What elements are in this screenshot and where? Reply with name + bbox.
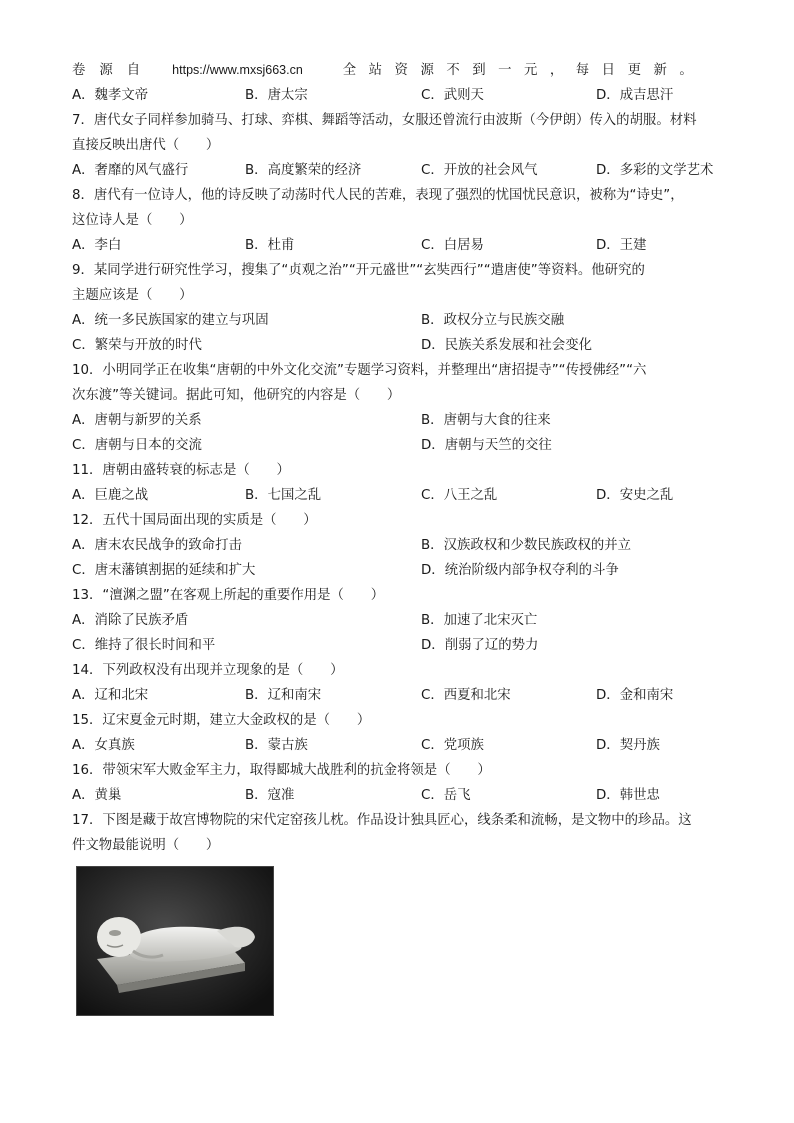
question-stem: 9．某同学进行研究性学习，搜集了“贞观之治”“开元盛世”“玄奘西行”“遣唐使”等资料。他研究的 (72, 263, 645, 278)
option-d: D．安史之乱 (596, 488, 674, 503)
option-a: A．辽和北宋 (72, 688, 149, 703)
q13-options-row1 (72, 608, 732, 633)
header-right-text: 全站资源不到一元，每日更新。 (342, 63, 706, 78)
q12-options-row2 (72, 558, 732, 583)
option-a: A．唐末农民战争的致命打击 (72, 538, 242, 553)
option-c: C．八王之乱 (421, 488, 498, 503)
question-stem-cont: 主题应该是（ ） (72, 288, 193, 303)
q12-options-row1 (72, 533, 732, 558)
option-b: B．蒙古族 (245, 738, 308, 753)
option-a: A．唐朝与新罗的关系 (72, 413, 202, 428)
page-header (72, 58, 732, 83)
option-c: C．维持了很长时间和平 (72, 638, 216, 653)
header-url[interactable]: https://www.mxsj663.cn (172, 63, 303, 77)
question-8 (72, 183, 732, 258)
exam-page (72, 58, 732, 858)
option-c: C．繁荣与开放的时代 (72, 338, 202, 353)
q14-options (72, 683, 732, 708)
question-17 (72, 808, 732, 858)
question-7 (72, 108, 732, 183)
option-c: C．武则天 (421, 88, 484, 103)
option-a: A．消除了民族矛盾 (72, 613, 189, 628)
question-14 (72, 658, 732, 708)
question-stem: 14．下列政权没有出现并立现象的是（ ） (72, 663, 344, 678)
q11-options (72, 483, 732, 508)
question-stem: 15．辽宋夏金元时期，建立大金政权的是（ ） (72, 713, 371, 728)
question-16 (72, 758, 732, 808)
question-stem-cont: 件文物最能说明（ ） (72, 838, 220, 853)
option-a: A．黄巢 (72, 788, 122, 803)
option-b: B．寇准 (245, 788, 295, 803)
porcelain-pillow-image (77, 867, 273, 1015)
q10-options-row2 (72, 433, 732, 458)
option-a: A．巨鹿之战 (72, 488, 149, 503)
option-d: D．唐朝与天竺的交往 (421, 438, 552, 453)
option-c: C．白居易 (421, 238, 484, 253)
option-c: C．西夏和北宋 (421, 688, 511, 703)
question-stem: 17．下图是藏于故宫博物院的宋代定窑孩儿枕。作品设计独具匠心，线条柔和流畅，是文物中的珍品。这 (72, 813, 692, 828)
question-10 (72, 358, 732, 458)
q9-options-row1 (72, 308, 732, 333)
option-b: B．杜甫 (245, 238, 295, 253)
option-a: A．魏孝文帝 (72, 88, 149, 103)
option-a: A．李白 (72, 238, 122, 253)
option-d: D．成吉思汗 (596, 88, 674, 103)
option-a: A．女真族 (72, 738, 135, 753)
option-b: B．汉族政权和少数民族政权的并立 (421, 538, 632, 553)
q6-options (72, 83, 732, 108)
artifact-photo (76, 866, 274, 1016)
question-12 (72, 508, 732, 583)
question-stem: 16．带领宋军大败金军主力，取得郾城大战胜利的抗金将领是（ ） (72, 763, 491, 778)
option-d: D．韩世忠 (596, 788, 660, 803)
question-stem-cont: 直接反映出唐代（ ） (72, 138, 220, 153)
question-stem: 11．唐朝由盛转衰的标志是（ ） (72, 463, 290, 478)
option-d: D．削弱了辽的势力 (421, 638, 539, 653)
option-c: C．党项族 (421, 738, 484, 753)
option-b: B．加速了北宋灭亡 (421, 613, 538, 628)
header-left-text: 卷源自 (72, 63, 155, 78)
question-stem: 12．五代十国局面出现的实质是（ ） (72, 513, 317, 528)
option-c: C．唐末藩镇割据的延续和扩大 (72, 563, 256, 578)
question-9 (72, 258, 732, 358)
question-11 (72, 458, 732, 508)
option-d: D．金和南宋 (596, 688, 674, 703)
question-stem: 10．小明同学正在收集“唐朝的中外文化交流”专题学习资料，并整理出“唐招提寺”“传授佛经”“六 (72, 363, 647, 378)
option-c: C．开放的社会风气 (421, 163, 538, 178)
option-c: C．唐朝与日本的交流 (72, 438, 202, 453)
question-stem: 8．唐代有一位诗人，他的诗反映了动荡时代人民的苦难，表现了强烈的忧国忧民意识，被称为“诗史”， (72, 188, 684, 203)
option-a: A．奢靡的风气盛行 (72, 163, 189, 178)
option-d: D．统治阶级内部争权夺利的斗争 (421, 563, 619, 578)
option-d: D．多彩的文学艺术 (596, 163, 714, 178)
q7-options (72, 158, 732, 183)
q15-options (72, 733, 732, 758)
option-b: B．七国之乱 (245, 488, 322, 503)
q9-options-row2 (72, 333, 732, 358)
option-b: B．高度繁荣的经济 (245, 163, 362, 178)
option-b: B．唐太宗 (245, 88, 308, 103)
question-stem-cont: 这位诗人是（ ） (72, 213, 193, 228)
question-13 (72, 583, 732, 658)
q16-options (72, 783, 732, 808)
option-a: A．统一多民族国家的建立与巩固 (72, 313, 269, 328)
option-d: D．民族关系发展和社会变化 (421, 338, 592, 353)
option-b: B．辽和南宋 (245, 688, 322, 703)
question-stem: 7．唐代女子同样参加骑马、打球、弈棋、舞蹈等活动，女服还曾流行由波斯（今伊朗）传入的胡服。材料 (72, 113, 697, 128)
question-stem: 13．“澶渊之盟”在客观上所起的重要作用是（ ） (72, 588, 385, 603)
question-stem-cont: 次东渡”等关键词。据此可知，他研究的内容是（ ） (72, 388, 401, 403)
q8-options (72, 233, 732, 258)
option-d: D．契丹族 (596, 738, 660, 753)
option-b: B．政权分立与民族交融 (421, 313, 565, 328)
question-15 (72, 708, 732, 758)
option-d: D．王建 (596, 238, 647, 253)
option-b: B．唐朝与大食的往来 (421, 413, 551, 428)
option-c: C．岳飞 (421, 788, 471, 803)
q13-options-row2 (72, 633, 732, 658)
q10-options-row1 (72, 408, 732, 433)
